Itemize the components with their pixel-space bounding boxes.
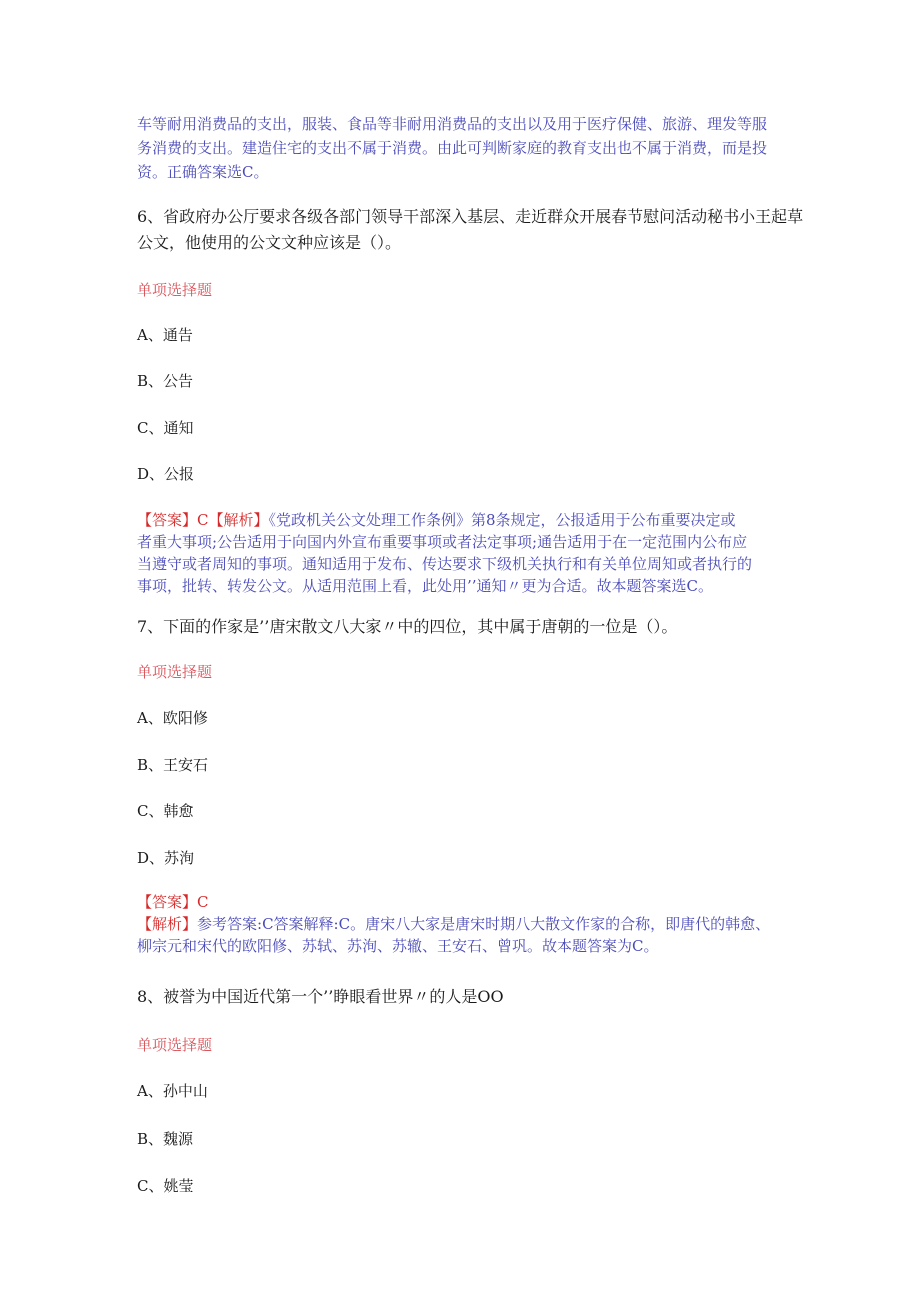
explanation-line: 务消费的支出。建造住宅的支出不属于消费。由此可判断家庭的教育支出也不属于消费，而是投: [137, 139, 768, 157]
question-8-type: 单项选择题: [137, 1036, 213, 1054]
answer-line-2: [137, 913, 770, 935]
question-6-answer-block: [137, 509, 752, 597]
question-7: [137, 614, 677, 640]
question-7-option-a: A、欧阳修: [137, 709, 208, 727]
analysis-line: 者重大事项;公告适用于向国内外宣布重要事项或者法定事项;通告适用于在一定范围内公布应: [137, 533, 748, 551]
analysis-line: 当遵守或者周知的事项。通知适用于发布、传达要求下级机关执行和有关单位周知或者执行的: [137, 555, 753, 573]
analysis-text: 参考答案:C答案解释:C。唐宋八大家是唐宋时期八大散文作家的合称，即唐代的韩愈、: [197, 915, 771, 933]
question-7-option-b: B、王安石: [137, 756, 209, 774]
question-6-option-a: A、通告: [137, 326, 193, 344]
question-7-option-c: C、韩愈: [137, 802, 194, 820]
question-6-option-c: C、通知: [137, 419, 194, 437]
question-6: [137, 204, 803, 256]
analysis-tag: 【解析】: [137, 915, 198, 933]
question-6-type: 单项选择题: [137, 281, 213, 299]
question-6-option-d: D、公报: [137, 465, 195, 483]
analysis-line: 事项，批转、转发公文。从适用范围上看，此处用’’通知〃更为合适。故本题答案选C。: [137, 577, 714, 595]
question-7-answer-block: [137, 891, 770, 957]
question-text-line: 8、被誉为中国近代第一个’’睁眼看世界〃的人是OO: [137, 987, 504, 1006]
question-text-line: 7、下面的作家是’’唐宋散文八大家〃中的四位，其中属于唐朝的一位是（）。: [137, 617, 678, 636]
question-text-line: 公文，他使用的公文文种应该是（）。: [137, 233, 402, 252]
analysis-text: 《党政机关公文处理工作条例》第8条规定，公报适用于公布重要决定或: [268, 511, 736, 529]
question-6-option-b: B、公告: [137, 372, 194, 390]
explanation-continued: [137, 112, 767, 184]
explanation-line: 车等耐用消费品的支出，服装、食品等非耐用消费品的支出以及用于医疗保健、旅游、理发等服: [137, 115, 768, 133]
explanation-line: 资。正确答案选C。: [137, 163, 269, 181]
question-7-option-d: D、苏洵: [137, 849, 195, 867]
question-8: [137, 984, 504, 1010]
analysis-line: 柳宗元和宋代的欧阳修、苏轼、苏洵、苏辙、王安石、曾巩。故本题答案为C。: [137, 937, 659, 955]
question-7-type: 单项选择题: [137, 663, 213, 681]
answer-line-1: [137, 509, 752, 531]
question-8-option-c: C、姚莹: [137, 1177, 194, 1195]
question-8-option-a: A、孙中山: [137, 1082, 208, 1100]
analysis-tag: 【解析】: [208, 511, 269, 529]
answer-tag: 【答案】C: [137, 893, 209, 911]
answer-tag: 【答案】C: [137, 511, 209, 529]
question-8-option-b: B、魏源: [137, 1130, 194, 1148]
question-text-line: 6、省政府办公厅要求各级各部门领导干部深入基层、走近群众开展春节慰问活动秘书小王起草: [137, 207, 804, 226]
